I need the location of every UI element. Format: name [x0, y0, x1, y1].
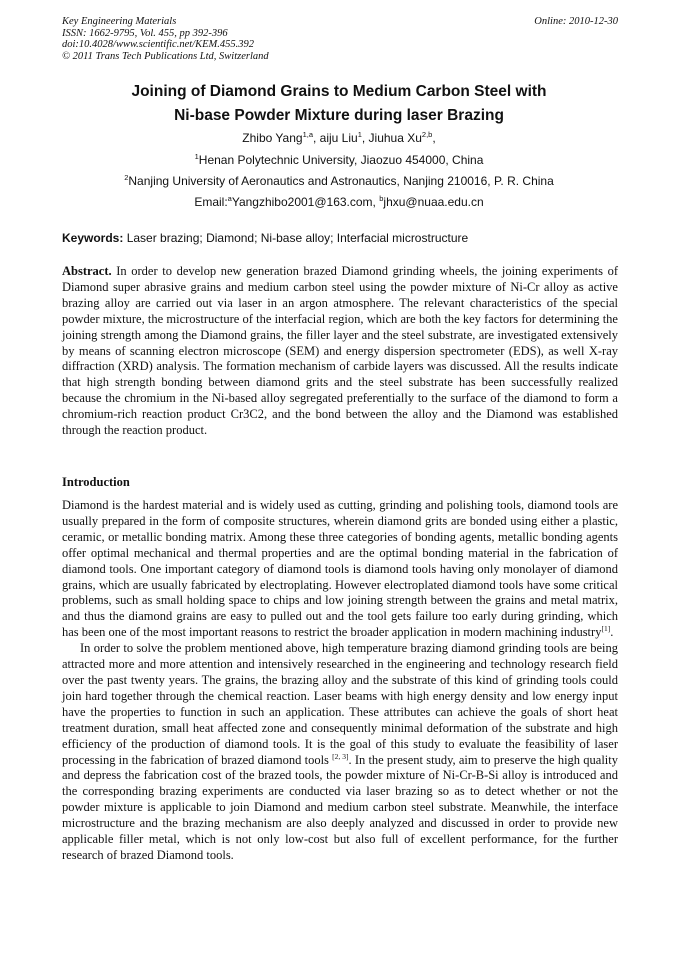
email-address[interactable]: jhxu@nuaa.edu.cn: [383, 195, 484, 209]
affiliation-superscript: 2: [124, 173, 129, 182]
paragraph-text: In order to solve the problem mentioned above, high temperature brazing diamond grinding tools are being attracted more and more attention and intensively researched in the engineering and technology research field over the past twenty years. The grains, the brazing alloy and the substrate of this kind of grinding tools could join hard together through the chemical reaction. Laser beams with high energy density and low energy input have the properties to function in such an application. These attributes can achieve the goals of short heat treatment duration, small heat affected zone and consequently minimal deformation of the substrate and high efficiency of the production of diamond tools. It is the goal of this study to evaluate the feasibility of laser processing in the fabrication of brazed diamond tools: [62, 641, 618, 767]
section-heading-introduction: Introduction: [62, 475, 130, 489]
paragraph-text: Diamond is the hardest material and is widely used as cutting, grinding and polishing tools, diamond tools are usually prepared in the form of composite structures, wherein diamond grits are bonded using either a plastic, ceramic, or metallic bonding matrix. Among these three categories of bonding agents, metallic bonding agents offer optimal mechanical and thermal properties and are the optimal bonding material in the fabrication of diamond tools. One important category of diamond tools is diamond tools having only monolayer of diamond grains, which are usually fabricated by electroplating. However electroplated diamond tools have some critical problems, such as small holding space to chips and low joining strength between the grains and metal matrix, and thus the diamond grains are easy to pulled out and the tool gets failure too early during grinding, which has been one of the most important reasons to restrict the broader application in modern machining industry: [62, 498, 618, 640]
author-separator: ,: [432, 131, 436, 145]
author-name: Jiuhua Xu: [368, 131, 422, 145]
affiliation-text: Henan Polytechnic University, Jiaozuo 454000, China: [198, 153, 484, 167]
email-line: [20, 194, 658, 210]
author-superscript: 2,b: [421, 130, 433, 139]
intro-paragraph-1: [62, 498, 618, 641]
keywords: [62, 230, 618, 246]
author-separator: ,: [313, 131, 320, 145]
citation[interactable]: [1]: [601, 624, 611, 634]
paper-title: [40, 80, 638, 128]
abstract-label: Abstract.: [62, 264, 112, 278]
author-name: aiju Liu: [319, 131, 358, 145]
citation[interactable]: [2, 3]: [332, 751, 349, 761]
author-superscript: 1,a: [302, 130, 313, 139]
author-list: [20, 130, 658, 146]
journal-name: Key Engineering Materials: [62, 16, 177, 27]
abstract: [62, 264, 618, 439]
affiliation-2: [20, 173, 658, 189]
author-superscript: 1: [357, 130, 362, 139]
online-date: Online: 2010-12-30: [534, 16, 618, 27]
intro-paragraph-2: [62, 641, 618, 864]
email-label: Email:: [194, 195, 228, 209]
email-address[interactable]: Yangzhibo2001@163.com,: [231, 195, 380, 209]
copyright-line: © 2011 Trans Tech Publications Ltd, Switzerland: [62, 50, 269, 62]
author-name: Zhibo Yang: [242, 131, 303, 145]
paragraph-text: . In the present study, aim to preserve the high quality and depress the fabrication cost of the brazed tools, the powder mixture of Ni-Cr-B-Si alloy is introduced and the corresponding brazing experiments are conducted via laser brazing so as to detect whether or not the powder mixture is applicable to join Diamond and medium carbon steel substrate. Meanwhile, the interface microstructure and the brazing mechanism are also deeply analyzed and discussed in order to provide new applicable filler metal, which is not only low-cost but also full of excellent performance, for the further research of brazed Diamond tools.: [62, 752, 618, 862]
email-superscript: a: [227, 194, 232, 203]
keywords-text: Laser brazing; Diamond; Ni-base alloy; Interfacial microstructure: [123, 231, 469, 245]
email-superscript: b: [379, 194, 384, 203]
affiliation-1: [20, 152, 658, 168]
paragraph-text: .: [610, 625, 614, 640]
author-separator: ,: [361, 131, 369, 145]
issn-line: ISSN: 1662-9795, Vol. 455, pp 392-396: [62, 27, 228, 39]
journal-header: [62, 16, 618, 62]
abstract-text: In order to develop new generation brazed Diamond grinding wheels, the joining experiments of Diamond super abrasive grains and medium carbon steel using the powder mixture of Ni-Cr alloy as active brazing alloy are carried out via laser in an argon atmosphere. The relevant characteristics of the special powder mixture, the microstructure of the interfacial region, which are both the key factors for determining the joining strength among the Diamond grains, the filler layer and the steel substrate, are investigated extensively by means of scanning electron microscope (SEM) and energy dispersion spectrometer (EDS), as well X-ray diffraction (XRD) analysis. The formation mechanism of carbide layers was discussed. All the results indicate that high strength bonding between diamond grits and the steel substrate has been successfully realized because the chromium in the Ni-based alloy segregated preferentially to the surface of the diamond to form a chromium-rich reaction product Cr3C2, and the bond between the alloy and the Diamond was established through the reaction product.: [62, 264, 618, 438]
title-line-1: Joining of Diamond Grains to Medium Carbon Steel with: [131, 83, 547, 100]
affiliation-text: Nanjing University of Aeronautics and Astronautics, Nanjing 210016, P. R. China: [128, 174, 554, 188]
keywords-label: Keywords:: [62, 231, 124, 245]
title-line-2: Ni-base Powder Mixture during laser Brazing: [174, 107, 504, 124]
introduction-body: [62, 498, 618, 864]
doi-line: doi:10.4028/www.scientific.net/KEM.455.392: [62, 39, 254, 51]
affiliation-superscript: 1: [194, 152, 199, 161]
